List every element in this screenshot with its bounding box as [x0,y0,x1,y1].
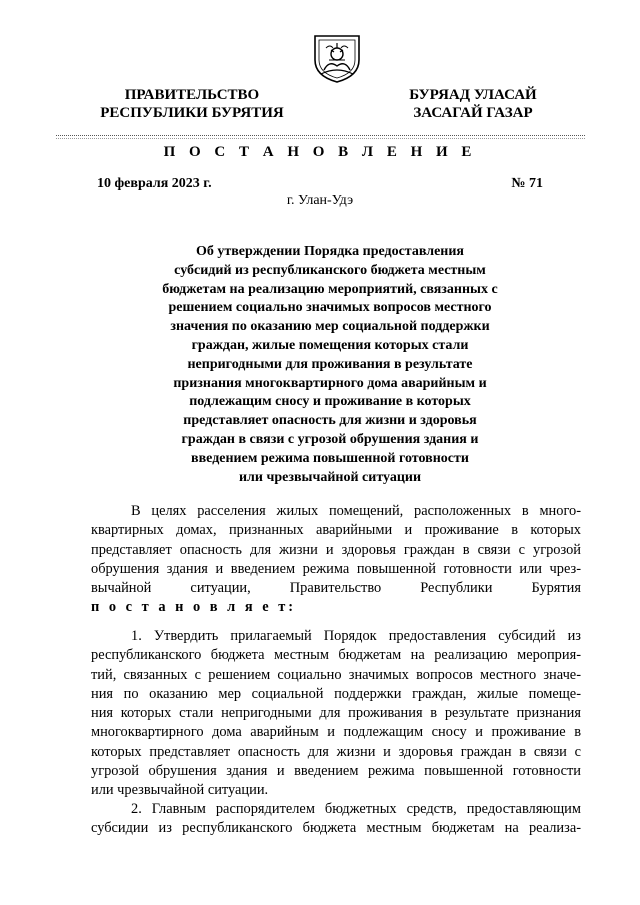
preamble-line: вычайной ситуации, Правительство Республики Бурятия [91,580,581,597]
title-line: субсидий из республиканского бюджета местным [174,262,486,278]
header-right-line1: БУРЯАД УЛАСАЙ [409,87,537,103]
title-line: представляет опасность для жизни и здоровья [183,413,477,429]
item1-line: которых представляет опасность для жизни и здоровья граждан в связи с [91,743,581,760]
preamble-paragraph [91,502,581,618]
title-line: бюджетам на реализацию мероприятий, связанных с [162,281,498,297]
header-divider [56,135,585,136]
preamble-line: квартирных домах, признанных аварийными и проживание в которых [91,522,581,539]
preamble-line: представляет опасность для жизни и здоровья граждан в связи с угрозой [91,541,581,558]
resolves-word: п о с т а н о в л я е т: [91,599,297,616]
document-number: № 71 [511,176,543,191]
title-line: граждан в связи с угрозой обрушения здания и [181,431,479,447]
document-title [140,243,520,487]
document-type: П О С Т А Н О В Л Е Н И Е [163,144,477,160]
title-line: непригодными для проживания в результате [187,356,473,372]
header-left-line1: ПРАВИТЕЛЬСТВО [124,87,260,103]
item1-line: 1. Утвердить прилагаемый Порядок предоставления субсидий из [131,628,581,644]
item2-line: 2. Главным распорядителем бюджетных средств, предоставляющим [131,801,581,817]
title-line: Об утверждении Порядка предоставления [195,244,465,259]
title-line: введением режима повышенной готовности [191,450,469,466]
government-header-buryat [398,86,548,122]
item1-line: угрозой обрушения здания и введением режима повышенной готовности [91,763,581,780]
government-header-russian [92,86,292,122]
document-date: 10 февраля 2023 г. [97,176,212,191]
item1-line: многоквартирного дома аварийным и подлежащим сносу и проживание в [91,724,581,741]
title-line: решением социально значимых вопросов местного [168,300,492,316]
item-2-paragraph [91,800,581,839]
title-line: значения по оказанию мер социальной поддержки [170,319,490,335]
item1-line: республиканского бюджета местным бюджетам на реализацию мероприя- [91,647,581,664]
coat-of-arms-emblem-icon [311,30,363,84]
title-line: признания многоквартирного дома аварийным и [173,375,487,391]
item-1-paragraph [91,627,581,801]
preamble-line: обрушения здания и введением режима повышенной готовности или чрез- [91,560,581,577]
header-left-line2: РЕСПУБЛИКИ БУРЯТИЯ [100,105,284,121]
item1-line: тий, связанных с решением социально значимых вопросов местного значе- [91,666,581,683]
item2-line: субсидии из республиканского бюджета местным бюджетам на реализа- [91,820,581,837]
item1-line: ния которых стали непригодными для проживания в результате признания [91,705,581,722]
document-city: г. Улан-Удэ [286,193,354,208]
item1-line: или чрезвычайной ситуации. [91,782,269,799]
preamble-line: В целях расселения жилых помещений, расположенных в много- [131,503,581,519]
title-line: подлежащим сносу и проживание в которых [189,394,471,410]
title-line: или чрезвычайной ситуации [238,469,422,485]
header-right-line2: ЗАСАГАЙ ГАЗАР [413,105,533,121]
title-line: граждан, жилые помещения которых стали [191,337,469,353]
header-divider-secondary [56,138,585,139]
item1-line: ния по оказанию мер социальной поддержки граждан, жилые помеще- [91,685,581,702]
